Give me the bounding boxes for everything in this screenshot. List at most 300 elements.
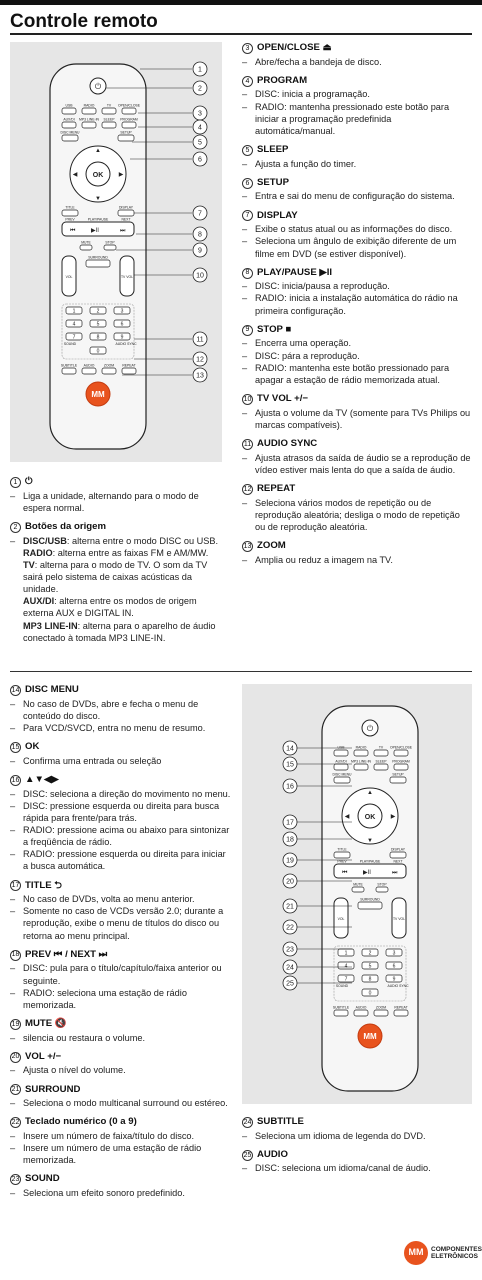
- callout-number: 18: [286, 836, 294, 844]
- bullet-dash: –: [242, 452, 248, 463]
- button-label: USB: [65, 103, 73, 108]
- down-arrow-icon: ▼: [367, 838, 373, 844]
- right-arrow-icon: ▶: [390, 814, 396, 820]
- section-title: AUDIO SYNC: [257, 437, 318, 449]
- bullet-item: [242, 158, 472, 170]
- bullet-text: [23, 1064, 232, 1076]
- section-3: [242, 42, 472, 68]
- down-arrow-icon: ▼: [95, 196, 101, 202]
- bullet-item: [10, 559, 222, 595]
- section-title: Botões da origem: [25, 520, 107, 532]
- callout-number: 24: [286, 964, 294, 972]
- bullet-desc: : alterna para o aparelho de áudio conectado à tomada MP3 LINE-IN.: [23, 620, 216, 643]
- column-2: [242, 42, 472, 573]
- prev-icon: ⏮: [70, 228, 76, 234]
- play-pause-icon: ▶II: [91, 228, 99, 234]
- bullet-text: [255, 223, 472, 235]
- section-number: 4: [242, 76, 253, 87]
- bullet-key: TV: [23, 559, 35, 570]
- source-button: [122, 122, 136, 128]
- left-arrow-icon: ◀: [344, 814, 350, 820]
- button-label: STOP: [105, 240, 115, 245]
- bullet-text: [23, 559, 222, 595]
- bullet-desc: DISC: pula para o título/capítulo/faixa anterior ou seguinte.: [23, 963, 222, 986]
- bullet-text: [23, 535, 222, 547]
- title-display-button: [62, 210, 78, 216]
- bullet-key: DISC/USB: [23, 535, 67, 546]
- bullet-text: [255, 554, 472, 566]
- bullet-item: [10, 1130, 232, 1142]
- button-label: VOL: [65, 275, 73, 279]
- bullet-item: [242, 452, 472, 476]
- callout-number: 7: [198, 210, 202, 218]
- section-title: ▲▼◀▶: [25, 773, 59, 785]
- next-icon: ⏭: [120, 228, 126, 234]
- remote-figure-1: [10, 42, 222, 462]
- bullet-text: [255, 158, 472, 170]
- section-heading: [242, 540, 472, 553]
- bullet-desc: RADIO: mantenha este botão pressionado para apagar a estação de rádio memorizada atual.: [255, 362, 450, 385]
- section-title: SETUP: [257, 176, 289, 188]
- section-title: ZOOM: [257, 539, 286, 551]
- logo-text: [431, 1246, 482, 1260]
- bottom-button: [82, 368, 96, 374]
- bullet-item: [242, 554, 472, 566]
- bullet-desc: Ajusta o nível do volume.: [23, 1065, 126, 1076]
- bullet-dash: –: [10, 987, 16, 998]
- bottom-button: [394, 1010, 408, 1016]
- bullet-text: [255, 190, 472, 202]
- section-title: STOP ■: [257, 323, 292, 335]
- button-label: NEXT: [393, 859, 403, 864]
- remote-figure-2: [242, 684, 472, 1104]
- bullet-item: [242, 497, 472, 533]
- digit-label: 9: [392, 976, 396, 983]
- bullet-dash: –: [10, 788, 16, 799]
- section-number: 5: [242, 145, 253, 156]
- callout-number: 17: [286, 819, 294, 827]
- bullet-item: [242, 350, 472, 362]
- bullet-item: [10, 535, 222, 547]
- source-button: [62, 122, 76, 128]
- bullet-desc: Exibe o status atual ou as informações do disco.: [255, 224, 453, 235]
- section-number: 24: [242, 1117, 253, 1128]
- section-heading: [10, 880, 232, 893]
- section-heading: [242, 210, 472, 223]
- source-button: [82, 108, 96, 114]
- bullet-text: [23, 722, 232, 734]
- bullet-dash: –: [242, 89, 248, 100]
- button-label: SLEEP: [103, 117, 115, 122]
- bullet-item: [10, 755, 232, 767]
- ok-label: OK: [92, 172, 104, 179]
- section-heading: [242, 75, 472, 88]
- bullet-desc: : alterna para o modo de TV. O som da TV sairá pelo sistema de caixas acústicas da unidade.: [23, 559, 208, 595]
- section-heading: [242, 144, 472, 157]
- section-23: [10, 1173, 232, 1199]
- bullet-dash: –: [10, 490, 16, 501]
- source-button: [354, 764, 368, 770]
- button-label: DISC MENU: [60, 130, 80, 135]
- bullet-text: [23, 547, 222, 559]
- bullet-desc: DISC: pressione esquerda ou direita para busca rápida para frente/para trás.: [23, 800, 220, 823]
- digit-label: 5: [96, 321, 100, 328]
- bullet-text: [255, 101, 472, 137]
- bullet-dash: –: [10, 849, 16, 860]
- logo-line-1: COMPONENTES: [431, 1245, 482, 1253]
- button-label: VOL: [337, 917, 345, 921]
- section-heading: [242, 267, 472, 280]
- bullet-desc: : alterna entre o modo DISC ou USB.: [66, 535, 219, 546]
- section-number: 7: [242, 210, 253, 221]
- bullet-item: [242, 56, 472, 68]
- section-title: Teclado numérico (0 a 9): [25, 1116, 137, 1128]
- bullet-text: [23, 698, 232, 722]
- bullet-dash: –: [242, 407, 248, 418]
- title-display-button: [390, 852, 406, 858]
- button-label: REPEAT: [394, 1005, 408, 1010]
- callout-number: 3: [198, 110, 202, 118]
- digit-label: 8: [96, 334, 100, 341]
- bullet-text: [23, 893, 232, 905]
- section-7: [242, 210, 472, 260]
- button-label: PROGRAM: [392, 759, 410, 764]
- bullet-text: [255, 362, 472, 386]
- button-label: DISPLAY: [118, 205, 134, 210]
- button-label: TV: [378, 745, 384, 750]
- digit-label: 3: [120, 308, 124, 315]
- section-4: [242, 75, 472, 137]
- bullet-item: [10, 595, 222, 619]
- bullet-item: [242, 101, 472, 137]
- section-9: [242, 324, 472, 386]
- section-14: [10, 684, 232, 734]
- bullet-desc: Confirma uma entrada ou seleção: [23, 755, 162, 766]
- bullet-text: [255, 350, 472, 362]
- bullet-key: RADIO: [23, 547, 53, 558]
- bullet-text: [255, 280, 472, 292]
- play-pause-icon: ▶II: [363, 870, 371, 876]
- digit-label: 7: [72, 334, 76, 341]
- section-25: [242, 1149, 472, 1175]
- source-button: [82, 122, 96, 128]
- bullet-desc: DISC: seleciona um idioma/canal de áudio.: [255, 1163, 431, 1174]
- bullet-desc: Insere um número de faixa/título do disco.: [23, 1131, 195, 1141]
- button-label: ZOOM: [103, 363, 115, 368]
- bullet-dash: –: [242, 1130, 248, 1141]
- bullet-desc: DISC: inicia a programação.: [255, 89, 370, 100]
- bullet-text: [23, 1032, 232, 1044]
- column-4: [242, 1116, 472, 1182]
- button-label: MUTE: [353, 882, 363, 887]
- section-number: 11: [242, 439, 253, 450]
- bullet-text: [23, 788, 232, 800]
- prev-icon: ⏮: [342, 870, 348, 876]
- bullet-item: [10, 1032, 232, 1044]
- button-label: SETUP: [392, 772, 404, 777]
- callout-number: 10: [196, 272, 204, 280]
- section-number: 1: [10, 477, 21, 488]
- source-button: [374, 750, 388, 756]
- power-icon: ⏻: [94, 82, 102, 91]
- bullet-item: [10, 620, 222, 644]
- bullet-text: [23, 1142, 232, 1166]
- bullet-dash: –: [242, 158, 248, 169]
- button-label: STOP: [377, 882, 387, 887]
- up-arrow-icon: ▲: [367, 790, 373, 796]
- callout-number: 11: [196, 336, 204, 344]
- remote-illustration-2: [242, 684, 472, 1104]
- bullet-item: [242, 235, 472, 259]
- section-18: [10, 949, 232, 1011]
- section-number: 14: [10, 685, 21, 696]
- bottom-button: [62, 368, 76, 374]
- bullet-item: [242, 337, 472, 349]
- callout-number: 6: [198, 156, 202, 164]
- section-22: [10, 1116, 232, 1166]
- bullet-text: [23, 1097, 232, 1109]
- section-13: [242, 540, 472, 566]
- section-heading: [242, 438, 472, 451]
- section-10: [242, 393, 472, 431]
- digit-label: 7: [344, 976, 348, 983]
- button-label: TITLE: [65, 205, 75, 210]
- bullet-text: [23, 490, 222, 514]
- bullet-desc: Encerra uma operação.: [255, 338, 352, 349]
- button-label: SOUND: [63, 342, 77, 346]
- callout-number: 1: [198, 66, 202, 74]
- button-label: TV VOL: [392, 917, 406, 921]
- section-heading: [242, 1116, 472, 1129]
- bullet-text: [255, 88, 472, 100]
- source-button: [374, 764, 388, 770]
- section-21: [10, 1084, 232, 1110]
- bullet-dash: –: [10, 1098, 16, 1109]
- bullet-desc: DISC: seleciona a direção do movimento no menu.: [23, 788, 231, 799]
- button-label: DISPLAY: [390, 847, 406, 852]
- bullet-desc: Liga a unidade, alternando para o modo de espera normal.: [23, 490, 199, 513]
- button-label: PLAY/PAUSE: [359, 859, 381, 864]
- digit-label: 2: [368, 950, 372, 957]
- ok-label: OK: [364, 814, 376, 821]
- callout-number: 19: [286, 857, 294, 865]
- callout-number: 16: [286, 783, 294, 791]
- bullet-dash: –: [10, 906, 16, 917]
- bullet-text: [255, 407, 472, 431]
- bullet-text: [23, 848, 232, 872]
- callout-number: 4: [198, 124, 202, 132]
- source-button: [122, 108, 136, 114]
- bullet-item: [10, 788, 232, 800]
- bullet-dash: [10, 620, 23, 644]
- top-bar: [0, 0, 482, 5]
- bullet-text: [23, 905, 232, 941]
- section-number: 8: [242, 268, 253, 279]
- section-title: PROGRAM: [257, 74, 308, 86]
- bullet-dash: –: [242, 350, 248, 361]
- source-button: [394, 750, 408, 756]
- page-title: Controle remoto: [10, 11, 158, 32]
- section-number: 23: [10, 1174, 21, 1185]
- section-15: [10, 741, 232, 767]
- bullet-text: [255, 1130, 472, 1142]
- bullet-dash: –: [242, 497, 248, 508]
- callout-number: 8: [198, 231, 202, 239]
- bullet-dash: –: [10, 1131, 16, 1141]
- bullet-dash: –: [242, 281, 248, 292]
- bullet-item: [10, 848, 232, 872]
- bullet-dash: –: [242, 101, 248, 112]
- bottom-button: [354, 1010, 368, 1016]
- digit-label: 8: [368, 976, 372, 983]
- brand-logo: [404, 1241, 482, 1265]
- bullet-dash: –: [10, 698, 16, 709]
- section-heading: [10, 1116, 232, 1129]
- bullet-dash: –: [10, 800, 16, 811]
- digit-label: 9: [120, 334, 124, 341]
- section-number: 16: [10, 775, 21, 786]
- section-heading: [242, 177, 472, 190]
- logo-line-2: ELETRÔNICOS: [431, 1253, 478, 1260]
- bullet-item: [242, 1130, 472, 1142]
- bullet-item: [242, 1162, 472, 1174]
- bullet-desc: Abre/fecha a bandeja de disco.: [255, 56, 382, 67]
- button-label: OPEN/CLOSE: [117, 103, 141, 108]
- bullet-desc: Seleciona vários modos de repetição ou de reprodução aleatória; desliga o modo de repetição ou de reprodução aleatória.: [255, 497, 460, 532]
- bullet-desc: Ajusta o volume da TV (somente para TVs Philips ou marcas compatíveis).: [255, 407, 471, 430]
- section-heading: [10, 1018, 232, 1031]
- bullet-dash: –: [242, 293, 248, 304]
- bullet-text: [255, 56, 472, 68]
- bullet-item: [242, 292, 472, 316]
- source-button: [102, 108, 116, 114]
- section-number: 13: [242, 541, 253, 552]
- section-title: MUTE 🔇: [25, 1017, 67, 1029]
- source-button: [354, 750, 368, 756]
- section-heading: [10, 521, 222, 534]
- disc-menu-button: [62, 135, 78, 141]
- button-label: AUDIO SYNC: [387, 984, 409, 988]
- bullet-item: [10, 1187, 232, 1199]
- section-number: 9: [242, 325, 253, 336]
- digit-label: 0: [368, 990, 372, 997]
- digit-label: 0: [96, 348, 100, 355]
- bullet-desc: RADIO: mantenha pressionado este botão para iniciar a programação predefinida automática/manual.: [255, 101, 450, 136]
- bullet-dash: –: [10, 894, 16, 905]
- bullet-desc: silencia ou restaura o volume.: [23, 1032, 146, 1043]
- bullet-text: [255, 497, 472, 533]
- button-label: SURROUND: [360, 897, 380, 902]
- section-number: 20: [10, 1052, 21, 1063]
- digit-label: 4: [72, 321, 76, 328]
- callout-number: 2: [198, 85, 202, 93]
- bullet-item: [242, 362, 472, 386]
- bullet-dash: –: [10, 824, 16, 835]
- bullet-desc: : alterna entre os modos de origem externa AUX e DIGITAL IN.: [23, 596, 197, 619]
- button-label: RADIO: [83, 103, 95, 108]
- section-title: PREV ⏮ / NEXT ⏭: [25, 948, 108, 960]
- bullet-dash: –: [242, 554, 248, 565]
- section-number: 18: [10, 950, 21, 961]
- button-label: RADIO: [355, 745, 367, 750]
- bottom-button: [102, 368, 116, 374]
- bullet-dash: [10, 559, 23, 595]
- section-5: [242, 144, 472, 170]
- bullet-desc: Amplia ou reduz a imagem na TV.: [255, 554, 393, 565]
- bullet-key: AUX/DI: [23, 596, 55, 607]
- callout-number: 15: [286, 761, 294, 769]
- button-label: MP3 LINE-IN: [79, 117, 99, 122]
- bullet-dash: –: [242, 338, 248, 349]
- section-title: DISPLAY: [257, 209, 298, 221]
- button-label: PREV: [337, 859, 347, 864]
- left-arrow-icon: ◀: [72, 172, 78, 178]
- callout-number: 20: [286, 878, 294, 886]
- column-1: [10, 476, 222, 651]
- bullet-item: [10, 722, 232, 734]
- mute-button: [352, 887, 364, 892]
- section-1: [10, 476, 222, 514]
- up-arrow-icon: ▲: [95, 148, 101, 154]
- bottom-button: [374, 1010, 388, 1016]
- bullet-desc: Seleciona o modo multicanal surround ou estéreo.: [23, 1098, 228, 1109]
- section-title: OPEN/CLOSE ⏏: [257, 42, 332, 53]
- callout-number: 13: [196, 372, 204, 380]
- title-rule: [10, 33, 472, 35]
- digit-label: 6: [120, 321, 124, 328]
- bullet-text: [23, 620, 222, 644]
- section-title: REPEAT: [257, 482, 296, 494]
- power-icon: ⏻: [366, 724, 374, 733]
- bullet-desc: Seleciona um ângulo de exibição diferente de um filme em DVD (se estiver disponível).: [255, 236, 457, 259]
- section-heading: [10, 1084, 232, 1097]
- bullet-desc: : alterna entre as faixas FM e AM/MW.: [52, 547, 209, 558]
- button-label: DISC MENU: [332, 772, 352, 777]
- button-label: SOUND: [335, 984, 349, 988]
- bullet-desc: Seleciona um idioma de legenda do DVD.: [255, 1130, 426, 1141]
- bullet-text: [23, 962, 232, 986]
- bullet-dash: –: [10, 963, 16, 974]
- section-number: 15: [10, 742, 21, 753]
- section-heading: [10, 774, 232, 787]
- section-19: [10, 1018, 232, 1044]
- bullet-text: [23, 824, 232, 848]
- bullet-item: [10, 698, 232, 722]
- bullet-dash: –: [242, 56, 248, 67]
- section-number: 3: [242, 43, 253, 54]
- button-label: SUBTITLE: [60, 363, 78, 368]
- bullet-dash: [10, 595, 23, 619]
- bullet-item: [10, 893, 232, 905]
- section-17: [10, 880, 232, 942]
- bullet-desc: RADIO: inicia a instalação automática do rádio na primeira configuração.: [255, 293, 458, 316]
- source-button: [394, 764, 408, 770]
- callout-number: 12: [196, 356, 204, 364]
- brand-badge-text: MM: [91, 390, 105, 399]
- bullet-desc: RADIO: pressione esquerda ou direita para iniciar a busca automática.: [23, 849, 226, 872]
- button-label: SETUP: [120, 130, 132, 135]
- brand-badge-text: MM: [363, 1032, 377, 1041]
- bullet-desc: RADIO: pressione acima ou abaixo para sintonizar a freqüência de rádio.: [23, 824, 230, 848]
- bullet-text: [255, 235, 472, 259]
- button-label: AUDIO: [355, 1005, 367, 1010]
- logo-mark: MM: [404, 1241, 428, 1265]
- button-label: ZOOM: [375, 1005, 387, 1010]
- section-number: 19: [10, 1019, 21, 1030]
- digit-label: 2: [96, 308, 100, 315]
- button-label: SLEEP: [375, 759, 387, 764]
- section-heading: [242, 393, 472, 406]
